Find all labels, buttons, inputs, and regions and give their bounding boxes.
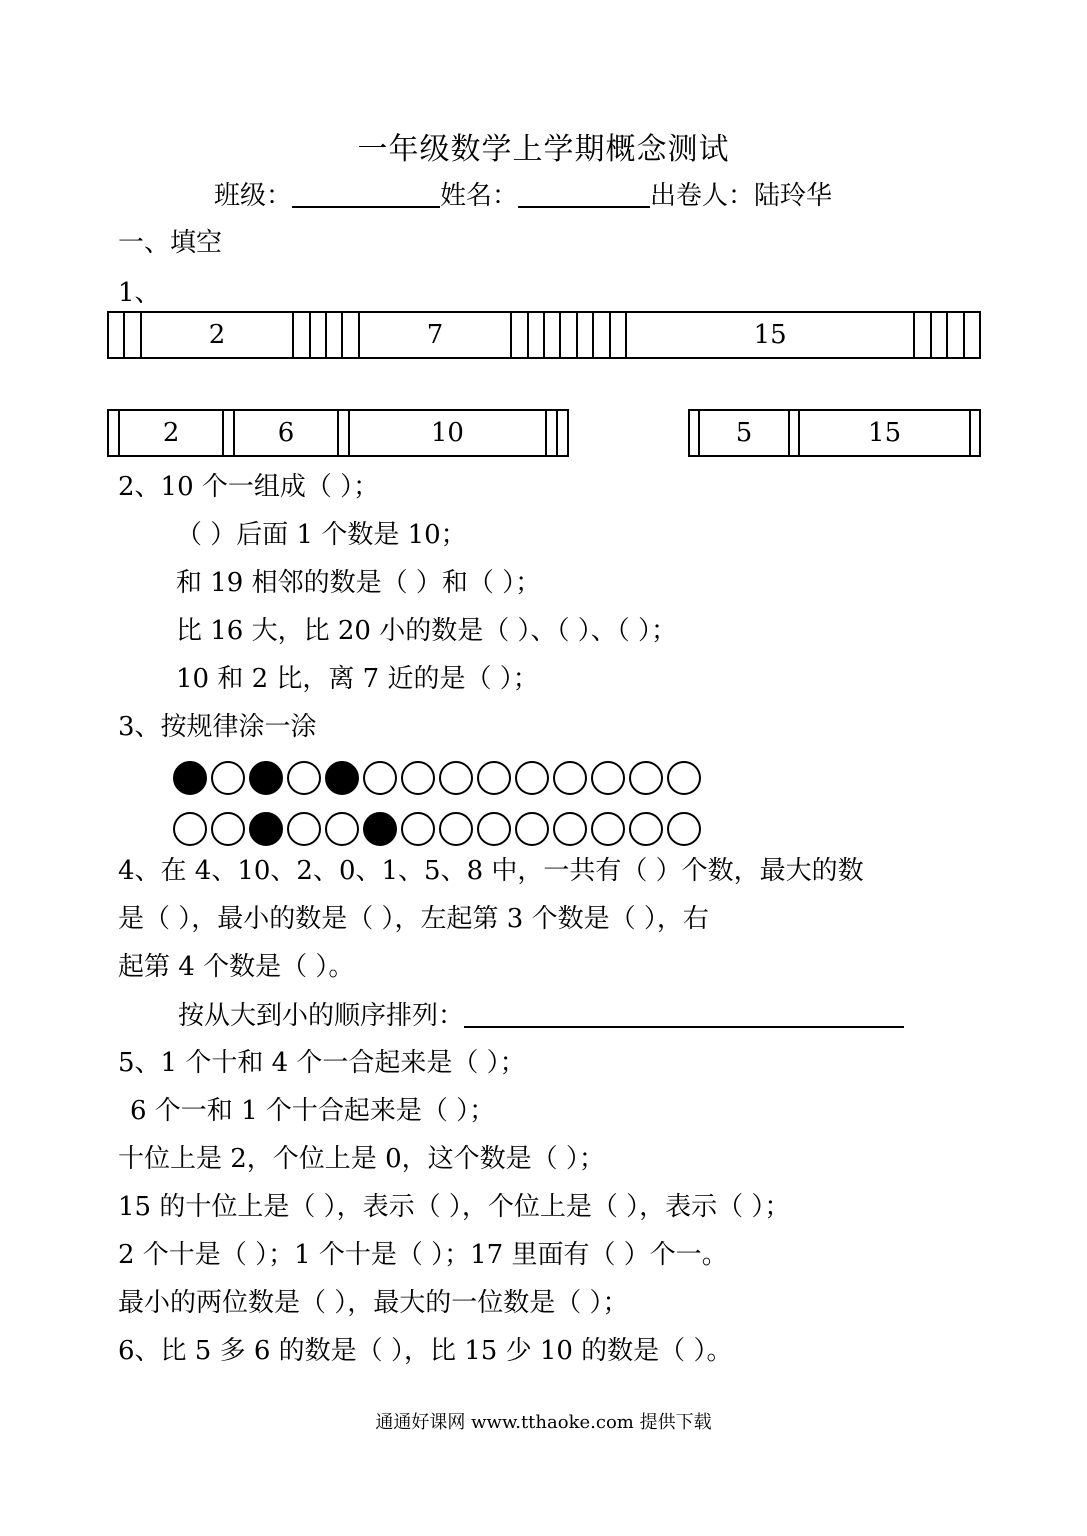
- q2-line-5: 10 和 2 比，离 7 近的是（ ）；: [176, 664, 539, 694]
- q4-line-1: 4、在 4、10、2、0、1、5、8 中，一共有（ ）个数，最大的数: [118, 856, 864, 886]
- empty-bead[interactable]: [553, 761, 587, 795]
- q4-line-2: 是（ ），最小的数是（ ），左起第 3 个数是（ ），右: [118, 904, 709, 934]
- footer-source: 通通好课网 www.tthaoke.com 提供下载: [375, 1412, 712, 1433]
- number-grid-3: [688, 409, 981, 457]
- grid-cell: 5: [699, 410, 789, 456]
- empty-bead[interactable]: [515, 812, 549, 846]
- empty-bead[interactable]: [401, 761, 435, 795]
- grid-cell[interactable]: [931, 312, 947, 358]
- grid-cell[interactable]: [108, 312, 124, 358]
- grid-cell[interactable]: [342, 312, 358, 358]
- grid-cell: 15: [799, 410, 970, 456]
- grid-cell[interactable]: [610, 312, 626, 358]
- empty-bead[interactable]: [363, 761, 397, 795]
- q3-label: 3、按规律涂一涂: [118, 712, 317, 742]
- empty-bead[interactable]: [553, 812, 587, 846]
- grid-cell: 2: [119, 410, 223, 456]
- q2-line-1: 2、10 个一组成（ ）；: [118, 472, 380, 502]
- header-line: [214, 180, 832, 211]
- q5-line-3: 十位上是 2，个位上是 0，这个数是（ ）；: [118, 1144, 605, 1174]
- name-blank[interactable]: [518, 180, 650, 208]
- grid-cell[interactable]: [528, 312, 544, 358]
- grid-cell[interactable]: [223, 410, 234, 456]
- empty-bead[interactable]: [477, 812, 511, 846]
- order-prompt: 按从大到小的顺序排列：: [178, 1001, 465, 1031]
- q1-label: 1、: [118, 278, 161, 308]
- empty-bead[interactable]: [591, 812, 625, 846]
- q5-line-5: 2 个十是（ ）；1 个十是（ ）；17 里面有（ ）个一。: [118, 1240, 728, 1270]
- order-answer-line[interactable]: [464, 1000, 904, 1028]
- grid-cell: 6: [234, 410, 338, 456]
- q2-line-2: （ ）后面 1 个数是 10；: [176, 520, 467, 550]
- grid-cell[interactable]: [560, 312, 576, 358]
- empty-bead[interactable]: [173, 812, 207, 846]
- empty-bead[interactable]: [287, 761, 321, 795]
- empty-bead[interactable]: [325, 812, 359, 846]
- empty-bead[interactable]: [211, 812, 245, 846]
- filled-bead[interactable]: [325, 761, 359, 795]
- number-grid-1: [107, 311, 981, 359]
- grid-cell[interactable]: [108, 410, 119, 456]
- grid-cell[interactable]: [293, 312, 309, 358]
- grid-cell: 15: [626, 312, 914, 358]
- grid-cell[interactable]: [326, 312, 342, 358]
- class-blank[interactable]: [292, 180, 440, 208]
- filled-bead[interactable]: [173, 761, 207, 795]
- grid-cell[interactable]: [789, 410, 799, 456]
- empty-bead[interactable]: [667, 761, 701, 795]
- empty-bead[interactable]: [667, 812, 701, 846]
- grid-cell[interactable]: [970, 410, 980, 456]
- class-label: 班级：: [214, 181, 293, 211]
- q6-line: 6、比 5 多 6 的数是（ ），比 15 少 10 的数是（ ）。: [118, 1336, 733, 1366]
- empty-bead[interactable]: [439, 761, 473, 795]
- q5-line-1: 5、1 个十和 4 个一合起来是（ ）；: [118, 1048, 526, 1078]
- grid-cell[interactable]: [593, 312, 609, 358]
- q4-line-3: 起第 4 个数是（ ）。: [118, 952, 355, 982]
- empty-bead[interactable]: [477, 761, 511, 795]
- q4-line-4: [178, 1000, 904, 1031]
- grid-cell[interactable]: [544, 312, 560, 358]
- grid-cell[interactable]: [689, 410, 699, 456]
- grid-cell: 10: [349, 410, 545, 456]
- q2-line-4: 比 16 大，比 20 小的数是（ ）、（ ）、（ ）；: [176, 616, 678, 646]
- filled-bead[interactable]: [249, 812, 283, 846]
- page-title: 一年级数学上学期概念测试: [357, 132, 730, 167]
- filled-bead[interactable]: [363, 812, 397, 846]
- grid-cell[interactable]: [511, 312, 527, 358]
- grid-cell[interactable]: [577, 312, 593, 358]
- empty-bead[interactable]: [287, 812, 321, 846]
- grid-cell[interactable]: [914, 312, 930, 358]
- filled-bead[interactable]: [249, 761, 283, 795]
- grid-cell[interactable]: [124, 312, 140, 358]
- grid-cell: 7: [359, 312, 511, 358]
- q5-line-6: 最小的两位数是（ ），最大的一位数是（ ）；: [118, 1288, 629, 1318]
- author-label: 出卷人：陆玲华: [650, 181, 833, 211]
- grid-cell[interactable]: [310, 312, 326, 358]
- empty-bead[interactable]: [629, 761, 663, 795]
- q2-line-3: 和 19 相邻的数是（ ）和（ ）；: [176, 568, 542, 598]
- grid-cell[interactable]: [947, 312, 963, 358]
- empty-bead[interactable]: [515, 761, 549, 795]
- q5-line-4: 15 的十位上是（ ），表示（ ），个位上是（ ），表示（ ）；: [118, 1192, 791, 1222]
- grid-cell[interactable]: [964, 312, 980, 358]
- grid-cell[interactable]: [546, 410, 557, 456]
- grid-cell[interactable]: [338, 410, 349, 456]
- bead-row-2: [173, 812, 705, 846]
- empty-bead[interactable]: [439, 812, 473, 846]
- empty-bead[interactable]: [591, 761, 625, 795]
- bead-row-1: [173, 761, 705, 795]
- section-heading: 一、填空: [118, 228, 223, 258]
- q5-line-2: 6 个一和 1 个十合起来是（ ）；: [130, 1096, 496, 1126]
- name-label: 姓名：: [440, 181, 519, 211]
- empty-bead[interactable]: [401, 812, 435, 846]
- empty-bead[interactable]: [629, 812, 663, 846]
- empty-bead[interactable]: [211, 761, 245, 795]
- number-grid-2: [107, 409, 569, 457]
- grid-cell[interactable]: [557, 410, 568, 456]
- grid-cell: 2: [141, 312, 293, 358]
